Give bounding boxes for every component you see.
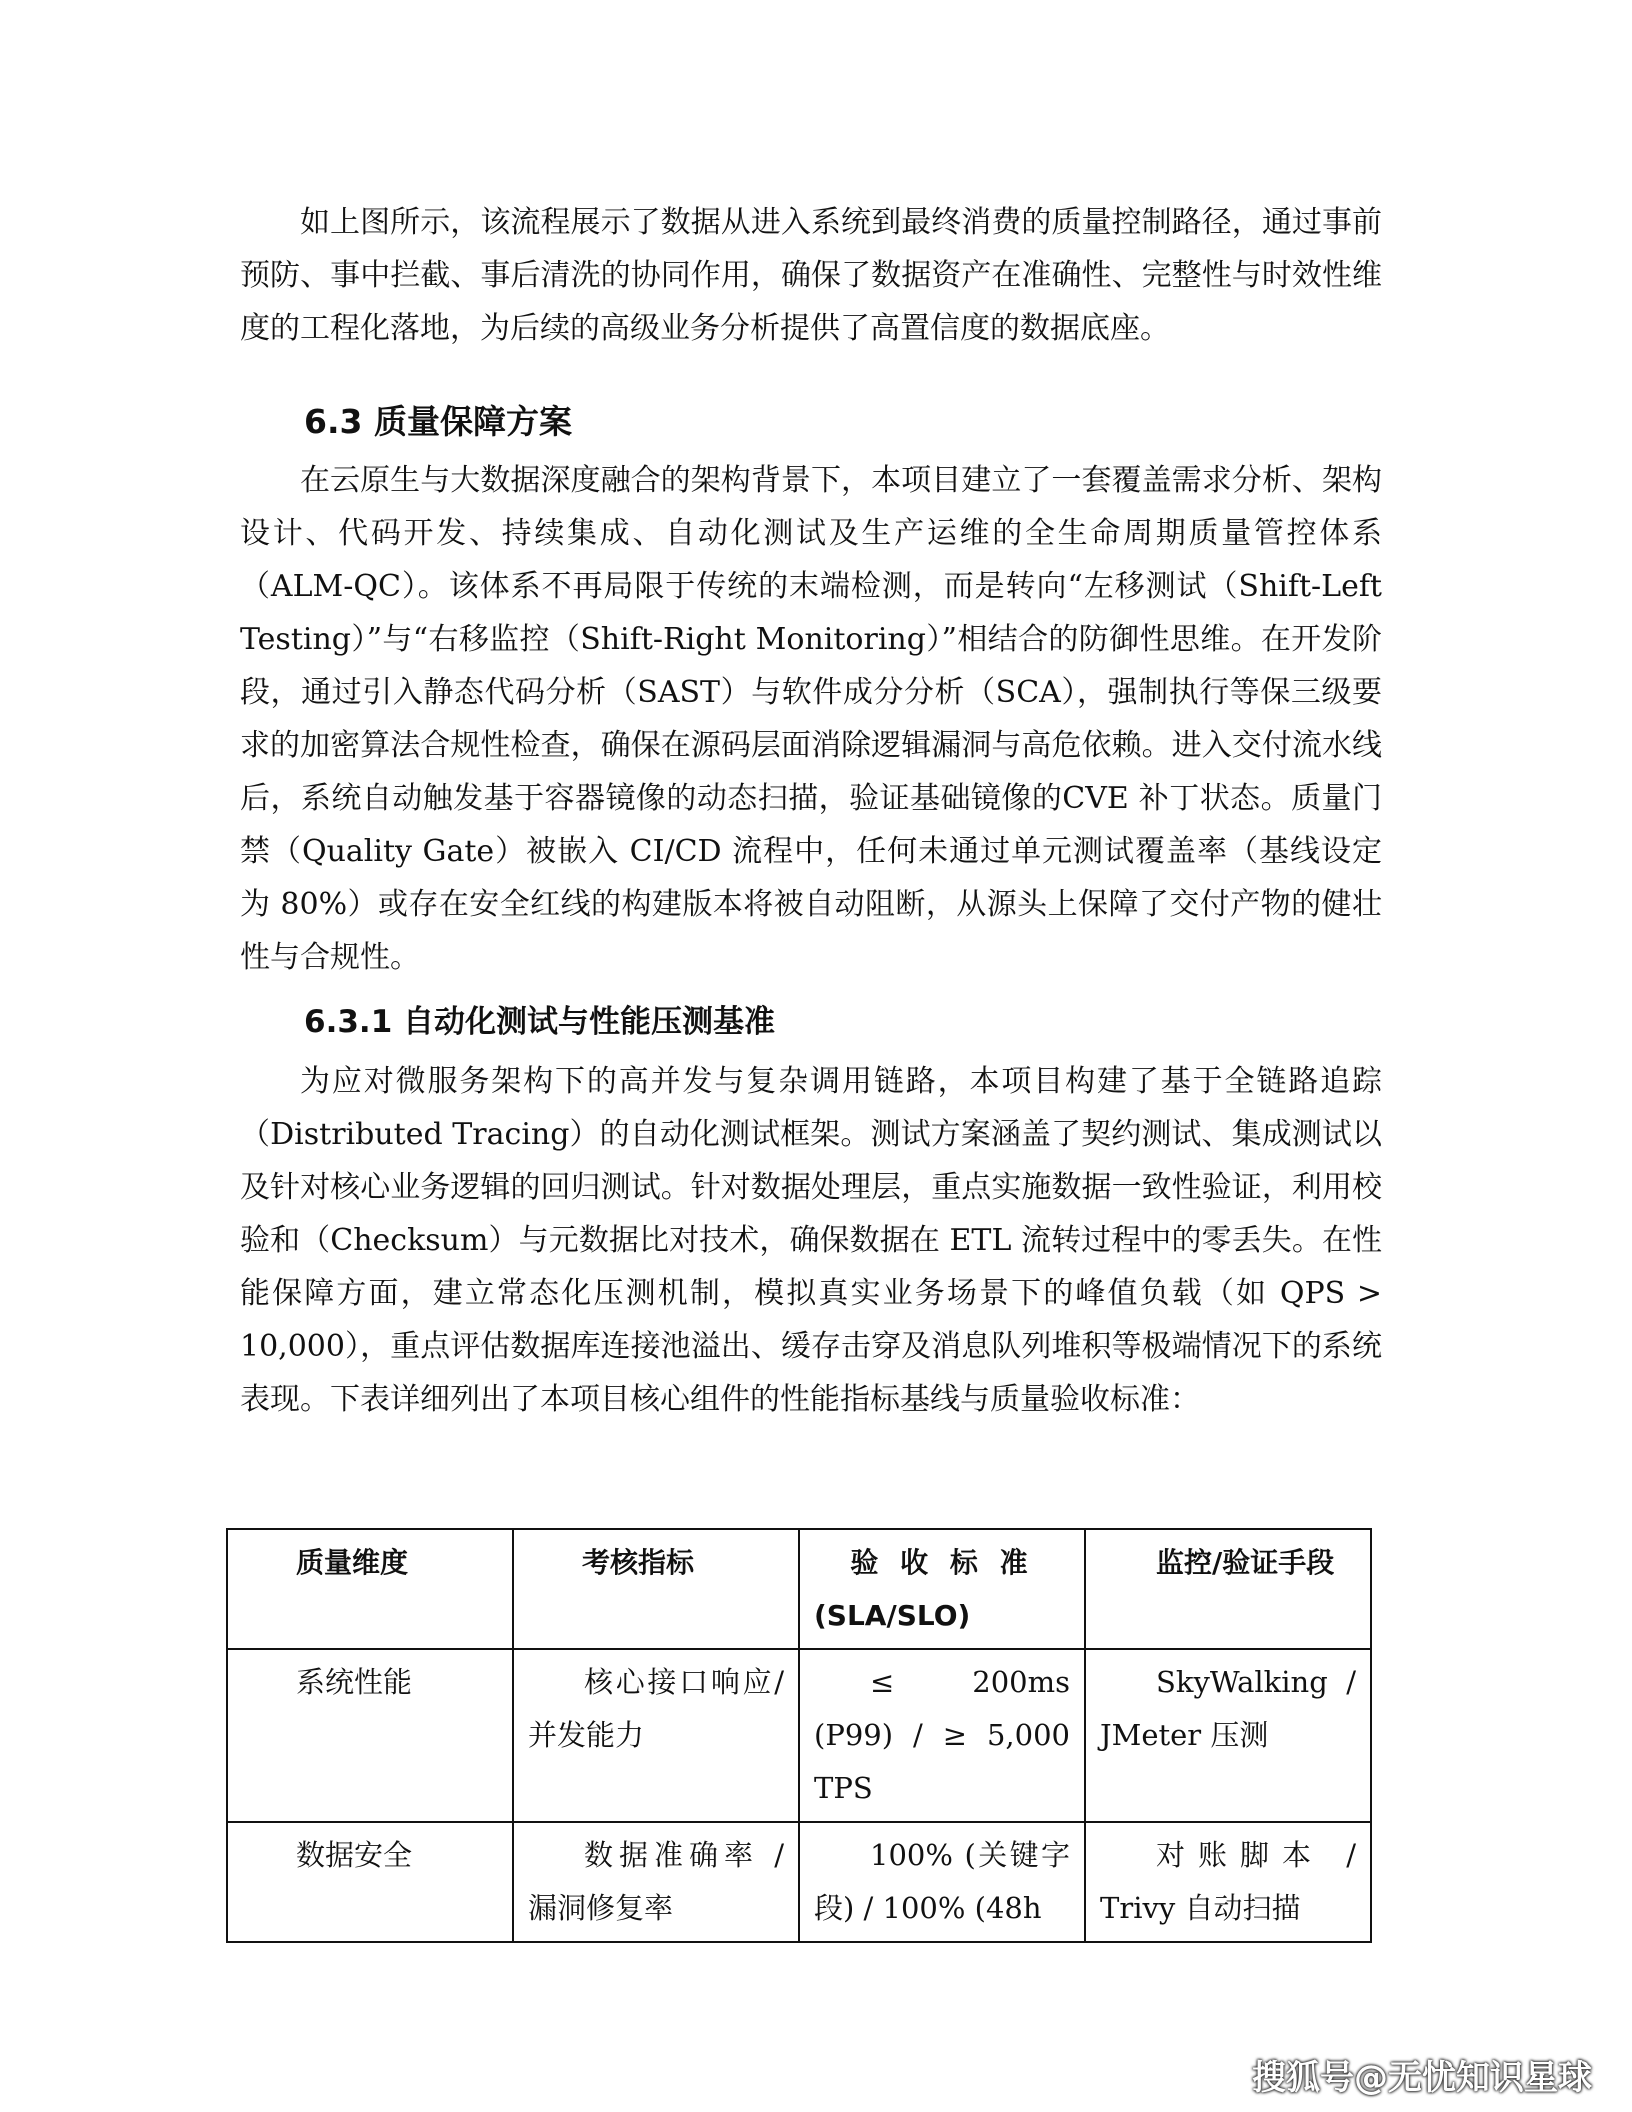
paragraph-flow-summary: 如上图所示，该流程展示了数据从进入系统到最终消费的质量控制路径，通过事前预防、事中拦截、事后清洗的协同作用，确保了数据资产在准确性、完整性与时效性维度的工程化落地，为后续的高级业务分析提供了高置信度的数据底座。 [240, 205, 1382, 346]
cell-dimension: 系统性能 [227, 1649, 513, 1822]
header-standard [799, 1529, 1085, 1649]
header-method: 监控/验证手段 [1085, 1529, 1371, 1649]
table-header-row [227, 1529, 1371, 1649]
cell-method: SkyWalking / JMeter 压测 [1085, 1649, 1371, 1822]
header-metric: 考核指标 [513, 1529, 799, 1649]
watermark: 搜狐号@无忧知识星球 [1252, 2058, 1592, 2098]
section-heading-6-3-1: 6.3.1 自动化测试与性能压测基准 [304, 1004, 776, 1040]
cell-metric-text: 数据准确率 / 漏洞修复率 [528, 1838, 784, 1925]
cell-standard [799, 1822, 1085, 1942]
header-standard-label: 验 收 标 准 [850, 1546, 1034, 1579]
header-standard-sub: (SLA/SLO) [814, 1599, 971, 1632]
cell-metric [513, 1822, 799, 1942]
table-row [227, 1649, 1371, 1822]
cell-method [1085, 1822, 1371, 1942]
quality-metrics-table [226, 1528, 1372, 1943]
cell-standard-text: 100% (关键字段) / 100% (48h [814, 1838, 1070, 1925]
cell-metric: 核心接口响应/并发能力 [513, 1649, 799, 1822]
paragraph-quality-system: 在云原生与大数据深度融合的架构背景下，本项目建立了一套覆盖需求分析、架构设计、代码开发、持续集成、自动化测试及生产运维的全生命周期质量管控体系（ALM-QC）。该体系不再局限于传统的末端检测，而是转向“左移测试（Shift-Left Testing）”与“右移监控（Shift-Right Monitoring）”相结合的防御性思维。在开发阶段，通过引入静态代码分析（SAST）与软件成分分析（SCA），强制执行等保三级要求的加密算法合规性检查，确保在源码层面消除逻辑漏洞与高危依赖。进入交付流水线后，系统自动触发基于容器镜像的动态扫描，验证基础镜像的CVE 补丁状态。质量门禁（Quality Gate）被嵌入 CI/CD 流程中，任何未通过单元测试覆盖率（基线设定为 80%）或存在安全红线的构建版本将被自动阻断，从源头上保障了交付产物的健壮性与合规性。 [240, 463, 1382, 975]
cell-standard: ≤ 200ms (P99) / ≥ 5,000 TPS [799, 1649, 1085, 1822]
header-dimension: 质量维度 [227, 1529, 513, 1649]
paragraph-test-framework: 为应对微服务架构下的高并发与复杂调用链路，本项目构建了基于全链路追踪（Distributed Tracing）的自动化测试框架。测试方案涵盖了契约测试、集成测试以及针对核心业务逻辑的回归测试。针对数据处理层，重点实施数据一致性验证，利用校验和（Checksum）与元数据比对技术，确保数据在 ETL 流转过程中的零丢失。在性能保障方面，建立常态化压测机制，模拟真实业务场景下的峰值负载（如 QPS > 10,000），重点评估数据库连接池溢出、缓存击穿及消息队列堆积等极端情况下的系统表现。下表详细列出了本项目核心组件的性能指标基线与质量验收标准： [240, 1064, 1382, 1417]
document-body [240, 196, 1382, 1426]
cell-dimension: 数据安全 [227, 1822, 513, 1942]
table-row [227, 1822, 1371, 1942]
section-heading-6-3: 6.3 质量保障方案 [304, 402, 572, 441]
cell-method-text: 对账脚本 / Trivy 自动扫描 [1100, 1838, 1356, 1925]
